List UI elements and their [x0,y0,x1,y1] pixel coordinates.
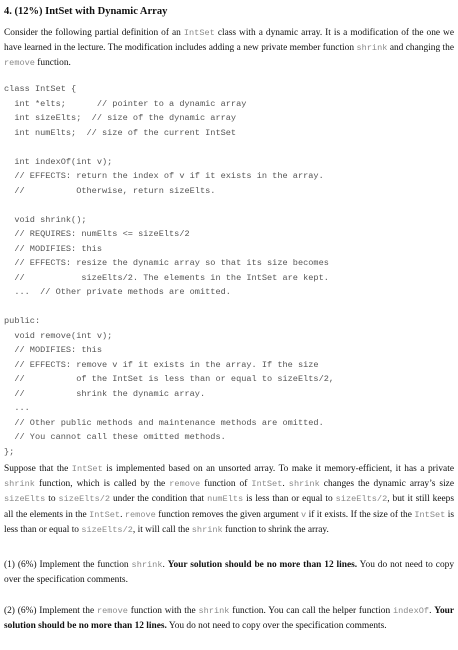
text-run: function removes the given argument [155,509,301,520]
code-line: // EFFECTS: remove v if it exists in the array. If the size [4,359,319,370]
text-run: . [120,509,125,520]
code-line: void shrink(); [4,214,87,225]
code-line: // sizeElts/2. The elements in the IntSet are kept. [4,272,329,283]
text-run: Suppose that the [4,464,72,474]
code-line: ... [4,403,30,413]
text-run: function with the [127,606,199,616]
code-line: // REQUIRES: numElts <= sizeElts/2 [4,229,190,239]
inline-code: shrink [191,524,223,535]
code-line: int *elts; // pointer to a dynamic array [4,98,247,109]
text-run: , but it still keeps all the elements in the [4,494,454,520]
inline-code: shrink [356,43,388,54]
code-line: // MODIFIES: this [4,345,102,355]
code-line [4,300,458,315]
text-run: function. You can call the helper function [229,606,393,616]
code-line: class IntSet { [4,84,77,94]
text-run: . [162,560,168,570]
inline-code: sizeElts/2 [335,494,388,505]
code-line: int numElts; // size of the current IntSet [4,127,237,138]
question-1 [4,558,454,588]
code-line: // EFFECTS: return the index of v if it exists in the array. [4,171,324,181]
inline-code: IntSet [183,28,215,38]
code-line: }; [4,446,15,457]
inline-code: remove [4,58,35,69]
inline-code: indexOf [392,606,430,616]
inline-code: remove [96,606,128,616]
code-line: // MODIFIES: this [4,243,102,254]
text-run: . [429,606,435,616]
text-run: (1) (6%) Implement the function [4,560,132,570]
inline-code: v [301,509,307,520]
inline-code: remove [124,509,156,520]
text-run: class with a dynamic array. It is a modification of the one we have learned in the lecture. The modification includes adding a new private member function [4,28,454,54]
inline-code: numElts [207,494,244,505]
inline-code: IntSet [71,464,103,474]
inline-code: sizeElts/2 [81,524,133,535]
code-line [4,140,458,155]
inline-code: IntSet [89,509,121,520]
code-line: // EFFECTS: resize the dynamic array so that its size becomes [4,258,329,268]
code-line: // Otherwise, return sizeElts. [4,185,216,196]
code-line: int indexOf(int v); [4,156,113,167]
text-run: Consider the following partial definition of an [4,28,184,38]
text-run: changes the dynamic array’s size [319,479,454,490]
text-run: You do not need to copy over the specification comments. [4,560,455,586]
text-run: (2) (6%) Implement the [4,606,97,616]
inline-code: IntSet [414,509,446,520]
text-run: is implemented based on an unsorted array. To make it memory-efficient, it has a private [102,464,454,474]
bold-text: Your solution should be no more than 12 lines. [4,606,455,632]
inline-code: sizeElts/2 [58,494,111,505]
inline-code: shrink [288,479,320,490]
text-run: You do not need to copy over the specification comments. [166,621,387,632]
code-block [4,82,458,459]
bold-text: Your solution should be no more than 12 lines. [167,560,358,570]
intro-paragraph [4,26,454,72]
text-run: function of [200,479,252,490]
inline-code: shrink [131,560,163,570]
inline-code: IntSet [251,479,283,490]
code-line: int sizeElts; // size of the dynamic array [4,113,237,123]
code-line: // shrink the dynamic array. [4,388,206,399]
inline-code: remove [169,479,201,490]
code-line: // of the IntSet is less than or equal to sizeElts/2, [4,374,335,384]
code-line: // Other public methods and maintenance methods are omitted. [4,417,324,428]
question-2 [4,604,454,634]
text-run: function, which is called by the [34,479,170,490]
text-run: is less than or equal to [243,494,336,505]
question-heading: 4. (12%) IntSet with Dynamic Array [4,6,168,17]
inline-code: shrink [198,606,230,616]
text-run: function to shrink the array. [222,524,329,535]
code-line [4,198,458,213]
code-line: // You cannot call these omitted methods. [4,432,226,442]
text-run: to [45,494,59,505]
code-line: void remove(int v); [4,330,113,341]
text-run: . [282,479,289,490]
text-run: function. [34,58,71,69]
text-run: and changing the [387,43,454,54]
text-run: , it will call the [132,524,192,535]
text-run: is less than or equal to [4,509,454,535]
suppose-paragraph [4,462,454,538]
text-run: if it exists. If the size of the [306,509,415,520]
inline-code: sizeElts [4,494,46,505]
code-line: ... // Other private methods are omitted. [4,287,231,297]
text-run: under the condition that [110,494,208,505]
inline-code: shrink [4,479,35,490]
code-line: public: [4,316,41,326]
